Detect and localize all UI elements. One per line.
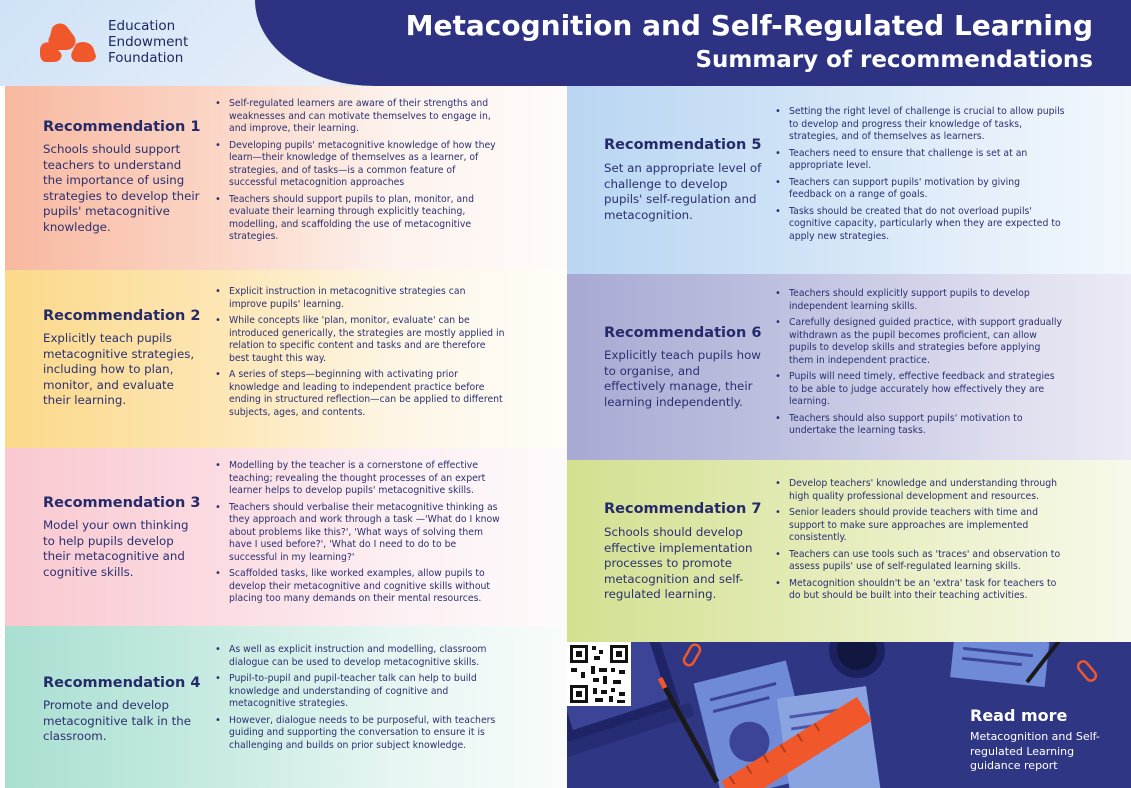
read-more-title[interactable]: Read more — [970, 706, 1068, 725]
recommendation-2-title: Recommendation 2 — [43, 308, 201, 324]
recommendation-3-title: Recommendation 3 — [43, 495, 201, 511]
recommendation-2-description: Explicitly teach pupils metacognitive strategies, including how to plan, monitor, and evaluate their learning. — [43, 331, 195, 407]
logo-text-line-3: Foundation — [108, 50, 184, 66]
read-more-subtitle: Metacognition and Self-regulated Learning guidance report — [970, 730, 1100, 772]
recommendation-4-description: Promote and develop metacognitive talk in the classroom. — [43, 698, 192, 743]
recommendation-5-panel — [567, 86, 1131, 274]
bullet-item: • Teachers should also support pupils' motivation to undertake the learning tasks. — [775, 413, 1065, 438]
recommendation-7-title: Recommendation 7 — [604, 501, 762, 517]
recommendation-1-panel — [5, 86, 567, 270]
qr-code-icon[interactable] — [567, 642, 631, 706]
recommendation-6-description: Explicitly teach pupils how to organise, and effectively manage, their learning independently. — [604, 348, 761, 409]
recommendation-3-panel — [5, 448, 567, 626]
recommendation-6-title: Recommendation 6 — [604, 325, 762, 341]
logo-text-line-2: Endowment — [108, 34, 189, 50]
bullet-item: • Modelling by the teacher is a cornerstone of effective teaching; revealing the thought processes of an expert learner helps to develop pupils' metacognitive skills. — [215, 460, 505, 498]
bullet-item: • Teachers should explicitly support pupils to develop independent learning skills. — [775, 288, 1065, 313]
recommendation-6-panel — [567, 274, 1131, 460]
bullet-item: • Explicit instruction in metacognitive strategies can improve pupils' learning. — [215, 286, 505, 311]
recommendation-4-title: Recommendation 4 — [43, 675, 201, 691]
bullet-item: • As well as explicit instruction and modelling, classroom dialogue can be used to develop metacognitive skills. — [215, 644, 505, 669]
bullet-item: • Teachers should support pupils to plan, monitor, and evaluate their learning through explicitly teaching, modelling, and scaffolding the use of metacognitive strategies. — [215, 194, 505, 244]
recommendation-7-bullets — [775, 478, 1065, 607]
bullet-item: • While concepts like 'plan, monitor, evaluate' can be introduced generically, the strategies are mostly applied in relation to specific content and tasks and are therefore best taught this way. — [215, 315, 505, 365]
recommendation-7-panel — [567, 460, 1131, 642]
recommendation-3-bullets — [215, 460, 505, 610]
bullet-item: • Senior leaders should provide teachers with time and support to make sure approaches are implemented consistently. — [775, 507, 1065, 545]
recommendation-2-panel — [5, 270, 567, 448]
logo-text — [108, 18, 188, 66]
recommendation-2-bullets — [215, 286, 505, 423]
recommendation-1-description: Schools should support teachers to understand the importance of using strategies to develop their pupils' metacognitive knowledge. — [43, 142, 200, 234]
bullet-item: • Metacognition shouldn't be an 'extra' task for teachers to do but should be built into their teaching activities. — [775, 578, 1065, 603]
recommendation-7-description: Schools should develop effective implementation processes to promote metacognition and self-regulated learning. — [604, 525, 753, 601]
eef-logo-icon — [38, 20, 100, 64]
bullet-item: • Scaffolded tasks, like worked examples, allow pupils to develop their metacognitive and cognitive skills without placing too many demands on their mental resources. — [215, 568, 505, 606]
recommendation-1-title: Recommendation 1 — [43, 119, 201, 135]
recommendation-1-bullets — [215, 98, 505, 248]
page-title: Metacognition and Self-Regulated Learning — [405, 9, 1093, 42]
bullet-item: • A series of steps—beginning with activating prior knowledge and leading to independent practice before ending in structured reflection—can be applied to different subjects, ages, and contents. — [215, 369, 505, 419]
bullet-item: • However, dialogue needs to be purposeful, with teachers guiding and supporting the conversation to ensure it is challenging and builds on prior subject knowledge. — [215, 715, 505, 753]
bullet-item: • Teachers can use tools such as 'traces' and observation to assess pupils' use of self-regulated learning skills. — [775, 549, 1065, 574]
bullet-item: • Teachers need to ensure that challenge is set at an appropriate level. — [775, 148, 1065, 173]
logo-text-line-1: Education — [108, 18, 176, 34]
recommendation-4-panel — [5, 626, 567, 788]
page-subtitle: Summary of recommendations — [695, 47, 1093, 73]
bullet-item: • Self-regulated learners are aware of their strengths and weaknesses and can motivate themselves to engage in, and improve, their learning. — [215, 98, 505, 136]
bullet-item: • Pupil-to-pupil and pupil-teacher talk can help to build knowledge and understanding of cognitive and metacognitive strategies. — [215, 673, 505, 711]
read-more-block[interactable] — [970, 706, 1115, 774]
bullet-item: • Carefully designed guided practice, with support gradually withdrawn as the pupil becomes proficient, can allow pupils to develop skills and strategies before applying them in independent practice. — [775, 317, 1065, 367]
bullet-item: • Develop teachers' knowledge and understanding through high quality professional development and resources. — [775, 478, 1065, 503]
recommendation-5-title: Recommendation 5 — [604, 137, 762, 153]
read-more-illustration — [567, 642, 1131, 788]
bullet-item: • Setting the right level of challenge is crucial to allow pupils to develop and progress their knowledge of tasks, strategies, and of themselves as learners. — [775, 106, 1065, 144]
bullet-item: • Tasks should be created that do not overload pupils' cognitive capacity, particularly when they are expected to apply new strategies. — [775, 206, 1065, 244]
recommendation-5-description: Set an appropriate level of challenge to develop pupils' self-regulation and metacognition. — [604, 161, 762, 222]
bullet-item: • Teachers can support pupils' motivation by giving feedback on a range of goals. — [775, 177, 1065, 202]
recommendation-3-description: Model your own thinking to help pupils develop their metacognitive and cognitive skills. — [43, 518, 189, 579]
bullet-item: • Developing pupils' metacognitive knowledge of how they learn—their knowledge of themselves as a learner, of strategies, and of tasks—is a common feature of successful metacognition approaches — [215, 140, 505, 190]
bullet-item: • Pupils will need timely, effective feedback and strategies to be able to judge accurately how effectively they are learning. — [775, 371, 1065, 409]
recommendation-4-bullets — [215, 644, 505, 756]
recommendation-6-bullets — [775, 288, 1065, 442]
bullet-item: • Teachers should verbalise their metacognitive thinking as they approach and work through a task —'What do I know about problems like this?', 'What ways of solving them have I used before?', 'What do I need to do to be successful in my learning?' — [215, 502, 505, 565]
header — [0, 0, 1131, 86]
recommendation-5-bullets — [775, 106, 1065, 247]
